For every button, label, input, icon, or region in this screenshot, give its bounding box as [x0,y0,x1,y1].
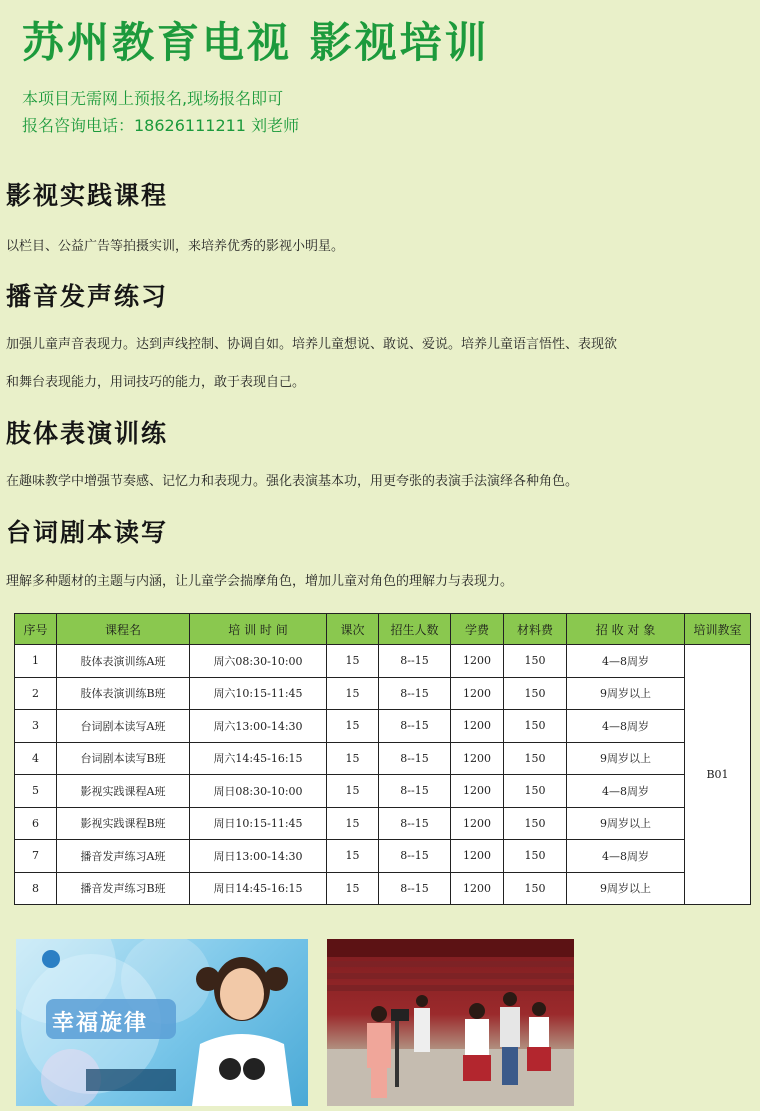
table-cell: 15 [327,807,379,840]
table-cell: 1200 [451,645,504,678]
table-cell: 4—8周岁 [567,775,685,808]
section-text-broadcast-1: 加强儿童声音表现力。达到声线控制、协调自如。培养儿童想说、敢说、爱说。培养儿童语言悟性、表现欲 [6,337,618,352]
table-cell: 150 [504,677,567,710]
table-cell: 周日08:30-10:00 [190,775,327,808]
table-row [15,807,751,840]
table-cell: 150 [504,710,567,743]
col-header: 招 收 对 象 [567,614,685,645]
table-cell: 台词剧本读写A班 [57,710,190,743]
table-cell: 周六10:15-11:45 [190,677,327,710]
table-cell: 8 [15,872,57,905]
table-cell: 1200 [451,872,504,905]
table-cell: 15 [327,677,379,710]
table-cell: 5 [15,775,57,808]
table-cell: 2 [15,677,57,710]
table-cell: 影视实践课程B班 [57,807,190,840]
table-cell: 4—8周岁 [567,840,685,873]
table-row [15,872,751,905]
table-cell: 8--15 [379,645,451,678]
table-row [15,645,751,678]
section-heading-broadcast: 播音发声练习 [6,282,169,311]
section-text-body-performance: 在趣味教学中增强节奏感、记忆力和表现力。强化表演基本功，用更夸张的表演手法演绎各种角色。 [6,474,579,489]
contact-info: 报名咨询电话：18626111211 刘老师 [22,116,300,135]
table-cell: 15 [327,742,379,775]
table-cell: 1 [15,645,57,678]
table-cell: 1200 [451,710,504,743]
table-cell: 15 [327,840,379,873]
table-cell: 150 [504,645,567,678]
table-cell: 4 [15,742,57,775]
table-cell: 9周岁以上 [567,872,685,905]
table-cell: 台词剧本读写B班 [57,742,190,775]
table-cell: 1200 [451,807,504,840]
section-heading-body-performance: 肢体表演训练 [6,419,169,448]
table-header-row [15,614,751,645]
section-heading-script: 台词剧本读写 [6,518,169,547]
table-row [15,775,751,808]
table-cell: 9周岁以上 [567,742,685,775]
table-cell: 周六14:45-16:15 [190,742,327,775]
table-cell: 8--15 [379,677,451,710]
col-header: 招生人数 [379,614,451,645]
section-text-script: 理解多种题材的主题与内涵，让儿童学会揣摩角色，增加儿童对角色的理解力与表现力。 [6,574,514,589]
section-text-film-practice: 以栏目、公益广告等拍摄实训，来培养优秀的影视小明星。 [6,239,345,254]
col-header: 课程名 [57,614,190,645]
table-cell: 1200 [451,840,504,873]
col-header: 材料费 [504,614,567,645]
filming-practice-illustration [327,939,574,1106]
section-heading-film-practice: 影视实践课程 [6,181,169,210]
table-cell: 1200 [451,677,504,710]
show-title: 幸福旋律 [52,1011,149,1036]
table-cell: 9周岁以上 [567,677,685,710]
table-cell: 8--15 [379,840,451,873]
table-cell: 8--15 [379,775,451,808]
table-cell: 150 [504,840,567,873]
col-header: 序号 [15,614,57,645]
table-cell: 150 [504,807,567,840]
table-cell: 150 [504,872,567,905]
table-cell: 肢体表演训练B班 [57,677,190,710]
classroom-cell: B01 [685,645,751,905]
table-cell: 8--15 [379,710,451,743]
table-cell: 150 [504,742,567,775]
table-cell: 8--15 [379,807,451,840]
table-cell: 1200 [451,742,504,775]
table-cell: 影视实践课程A班 [57,775,190,808]
table-cell: 8--15 [379,872,451,905]
table-cell: 肢体表演训练A班 [57,645,190,678]
table-row [15,840,751,873]
table-row [15,677,751,710]
table-cell: 15 [327,645,379,678]
table-cell: 周日13:00-14:30 [190,840,327,873]
table-cell: 15 [327,775,379,808]
table-cell: 4—8周岁 [567,710,685,743]
col-header: 学费 [451,614,504,645]
filming-practice-photo [327,939,574,1106]
page-title: 苏州教育电视 影视培训 [22,18,490,67]
table-cell: 周六08:30-10:00 [190,645,327,678]
section-text-broadcast-2: 和舞台表现能力，用词技巧的能力，敢于表现自己。 [6,375,306,390]
table-cell: 15 [327,872,379,905]
table-cell: 播音发声练习A班 [57,840,190,873]
table-cell: 9周岁以上 [567,807,685,840]
registration-note: 本项目无需网上预报名,现场报名即可 [22,89,284,108]
table-row [15,710,751,743]
table-cell: 15 [327,710,379,743]
table-cell: 7 [15,840,57,873]
table-cell: 1200 [451,775,504,808]
table-row [15,742,751,775]
table-cell: 8--15 [379,742,451,775]
table-cell: 150 [504,775,567,808]
table-cell: 周日14:45-16:15 [190,872,327,905]
table-cell: 周日10:15-11:45 [190,807,327,840]
table-cell: 周六13:00-14:30 [190,710,327,743]
table-cell: 6 [15,807,57,840]
table-cell: 播音发声练习B班 [57,872,190,905]
course-schedule-table [14,613,751,905]
col-header: 培训教室 [685,614,751,645]
col-header: 课次 [327,614,379,645]
table-cell: 4—8周岁 [567,645,685,678]
table-cell: 3 [15,710,57,743]
col-header: 培 训 时 间 [190,614,327,645]
tv-show-photo [16,939,308,1106]
